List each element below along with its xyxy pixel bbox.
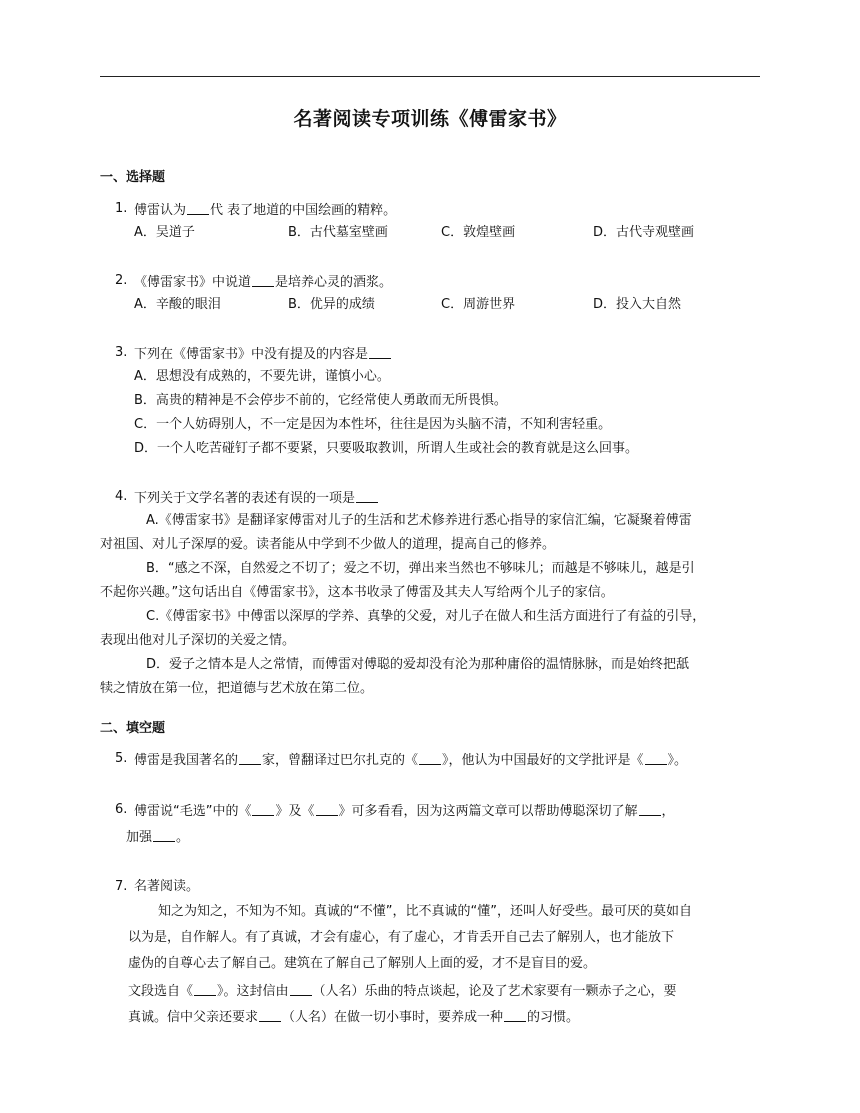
answer-blank[interactable] [153,829,175,842]
answer-blank[interactable] [252,803,274,816]
question-number: 5. [115,751,128,766]
option-c-line2: 表现出他对儿子深切的关爱之情。 [100,633,296,648]
option-c-line1[interactable]: C.《傅雷家书》中傅雷以深厚的学养、真挚的父爱，对儿子在做人和生活方面进行了有益的引导， [146,609,706,624]
option-c[interactable]: C．敦煌壁画 [441,225,516,240]
answer-blank[interactable] [419,752,441,765]
option-a-line2: 对祖国、对儿子深厚的爱。读者能从中学到不少做人的道理，提高自己的修养。 [100,537,556,552]
option-a-line1[interactable]: A.《傅雷家书》是翻译家傅雷对儿子的生活和艺术修养进行悉心指导的家信汇编，它凝聚着傅雷 [146,513,692,528]
option-b[interactable]: B．高贵的精神是不会停步不前的，它经常使人勇敢而无所畏惧。 [134,393,507,408]
question-stem-line2: 加强 。 [126,830,190,845]
option-b-line2: 不起你兴趣。”这句话出自《傅雷家书》，这本书收录了傅雷及其夫人写给两个儿子的家信。 [100,585,614,600]
option-a[interactable]: A．吴道子 [134,225,195,240]
option-d[interactable]: D．古代寺观壁画 [593,225,695,240]
passage-line: 知之为知之，不知为不知。真诚的“不懂”，比不真诚的“懂”，还叫人好受些。最可厌的莫如自 [158,904,692,919]
answer-blank[interactable] [239,752,261,765]
question-number: 3. [115,345,128,360]
question-stem: 傅雷认为 代 表了地道的中国绘画的精粹。 [134,203,397,218]
answer-blank[interactable] [504,1009,526,1022]
question-stem: 下列在《傅雷家书》中没有提及的内容是 [134,346,392,361]
option-d[interactable]: D．一个人吃苦碰钉子都不要紧，只要吸取教训，所谓人生或社会的教育就是这么回事。 [134,441,639,456]
question-number: 1. [115,201,128,216]
answer-blank[interactable] [369,346,391,359]
header-rule [100,76,760,77]
option-d-line2: 犊之情放在第一位，把道德与艺术放在第二位。 [100,681,374,696]
option-d[interactable]: D．投入大自然 [593,297,682,312]
question-stem: 下列关于文学名著的表述有误的一项是 [134,490,379,505]
answer-blank[interactable] [259,1009,281,1022]
option-a[interactable]: A．辛酸的眼泪 [134,297,221,312]
answer-blank[interactable] [194,983,216,996]
section-heading-fill: 二、填空题 [100,721,166,736]
answer-blank[interactable] [356,490,378,503]
answer-blank[interactable] [639,803,661,816]
answer-blank[interactable] [645,752,667,765]
question-stem: 名著阅读。 [134,879,200,894]
question-number: 6. [115,802,128,817]
question-number: 4. [115,489,128,504]
answer-blank[interactable] [187,202,209,215]
option-b[interactable]: B．优异的成绩 [288,297,375,312]
option-d-line1[interactable]: D．爱子之情本是人之常情，而傅雷对傅聪的爱却没有沦为那种庸俗的温情脉脉，而是始终把舐 [146,657,690,672]
question-stem: 傅雷说“毛选”中的《 》及《 》可多看看，因为这两篇文章可以帮助傅聪深切了解 ， [134,804,675,819]
passage-line: 以为是，自作解人。有了真诚，才会有虚心，有了虚心，才肯丢开自己去了解别人，也才能放下 [128,930,675,945]
task-line: 真诚。信中父亲还要求 （人名）在做一切小事时，要养成一种 的习惯。 [128,1010,580,1025]
question-stem: 傅雷是我国著名的 家，曾翻译过巴尔扎克的《 》，他认为中国最好的文学批评是《 》。 [134,753,688,768]
question-number: 7. [115,879,128,894]
answer-blank[interactable] [316,803,338,816]
option-b-line1[interactable]: B．“感之不深，自然爱之不切了；爱之不切，弹出来当然也不够味儿；而越是不够味儿，越是引 [146,561,695,576]
section-heading-choice: 一、选择题 [100,170,166,185]
passage-line: 虚伪的自尊心去了解自己。建筑在了解自己了解别人上面的爱，才不是盲目的爱。 [128,956,597,971]
option-b[interactable]: B．古代墓室壁画 [288,225,388,240]
question-stem: 《傅雷家书》中说道 是培养心灵的酒浆。 [134,275,393,290]
option-a[interactable]: A．思想没有成熟的，不要先讲，谨慎小心。 [134,369,390,384]
task-line: 文段选自《 》。这封信由 （人名）乐曲的特点谈起，论及了艺术家要有一颗赤子之心，要 [128,984,677,999]
question-number: 2. [115,273,128,288]
answer-blank[interactable] [252,274,274,287]
answer-blank[interactable] [290,983,312,996]
option-c[interactable]: C．周游世界 [441,297,516,312]
page-title: 名著阅读专项训练《傅雷家书》 [293,108,567,130]
option-c[interactable]: C．一个人妨碍别人，不一定是因为本性坏，往往是因为头脑不清，不知利害轻重。 [134,417,612,432]
